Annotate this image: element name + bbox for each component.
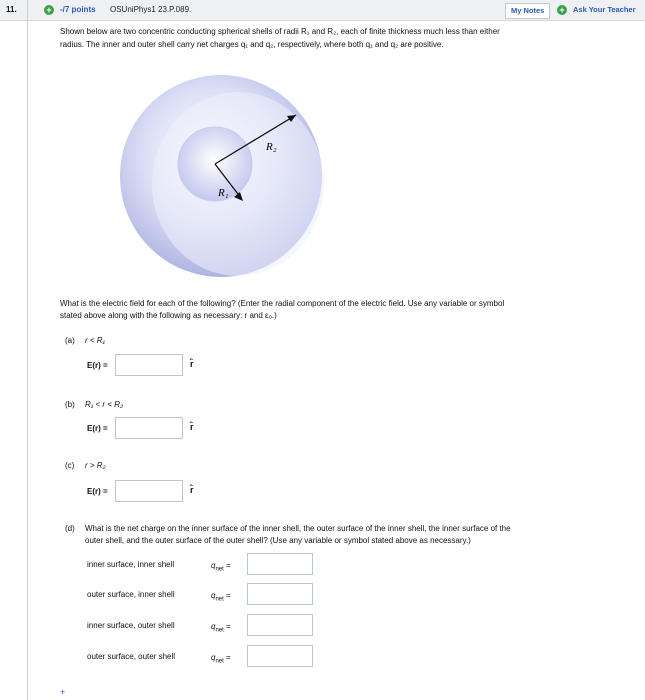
intro-line-2: radius. The inner and outer shell carry net charges q₁ and q₂, respectively, where both q₁ and q₂ are positive. xyxy=(60,40,444,49)
part-c-field-label: E(r) = xyxy=(87,487,108,496)
row-1-surface-label: inner surface, inner shell xyxy=(87,560,175,569)
part-a-label: (a) xyxy=(65,336,75,345)
points-label: -/7 points xyxy=(60,5,96,14)
ask-teacher-plus-icon[interactable]: + xyxy=(557,5,567,15)
part-b-field-label: E(r) = xyxy=(87,424,108,433)
problem-source: OSUniPhys1 23.P.089. xyxy=(110,5,192,14)
question-number: 11. xyxy=(6,5,17,14)
inner-radius-label: R₁ xyxy=(218,187,229,199)
part-a-unit-vector: r̂ xyxy=(190,359,194,369)
outer-radius-label: R₂ xyxy=(266,141,277,153)
ask-teacher-button[interactable]: Ask Your Teacher xyxy=(573,5,636,14)
row-4-q-symbol: $q_{net}$ = xyxy=(211,653,231,665)
instructions-line-1: What is the electric field for each of the following? (Enter the radial component of the electric field. Use any variable or symbol xyxy=(60,299,505,308)
concentric-shells-figure xyxy=(110,58,340,293)
row-4-surface-label: outer surface, outer shell xyxy=(87,652,176,661)
row-1-answer-input[interactable] xyxy=(247,553,313,575)
row-2-answer-input[interactable] xyxy=(247,583,313,605)
row-3-surface-label: inner surface, outer shell xyxy=(87,621,175,630)
row-3-q-symbol: $q_{net}$ = xyxy=(211,622,231,634)
row-2-q-symbol: $q_{net}$ = xyxy=(211,591,231,603)
part-c-label: (c) xyxy=(65,461,75,470)
status-plus-icon[interactable]: + xyxy=(44,5,54,15)
part-c-answer-input[interactable] xyxy=(115,480,183,502)
part-b-label: (b) xyxy=(65,400,75,409)
part-c-unit-vector: r̂ xyxy=(190,485,194,495)
row-4-answer-input[interactable] xyxy=(247,645,313,667)
intro-line-1: Shown below are two concentric conducting spherical shells of radii R₁ and R₂, each of finite thickness much less than either xyxy=(60,27,500,36)
part-a-condition: r < R₁ xyxy=(85,336,106,345)
part-d-question-line-2: outer shell, and the outer surface of the outer shell? (Use any variable or symbol stated above as necessary.) xyxy=(85,536,471,545)
row-2-surface-label: outer surface, inner shell xyxy=(87,590,175,599)
row-1-q-symbol: $q_{net}$ = xyxy=(211,561,231,573)
my-notes-button[interactable]: My Notes xyxy=(505,3,550,19)
part-b-condition: R₁ < r < R₂ xyxy=(85,400,124,409)
part-d-label: (d) xyxy=(65,524,75,533)
part-b-answer-input[interactable] xyxy=(115,417,183,439)
expand-plus-icon[interactable]: + xyxy=(60,687,66,697)
part-a-field-label: E(r) = xyxy=(87,361,108,370)
row-3-answer-input[interactable] xyxy=(247,614,313,636)
part-a-answer-input[interactable] xyxy=(115,354,183,376)
part-c-condition: r > R₂ xyxy=(85,461,106,470)
instructions-line-2: stated above along with the following as necessary: r and ε₀.) xyxy=(60,311,277,320)
part-b-unit-vector: r̂ xyxy=(190,422,194,432)
part-d-question-line-1: What is the net charge on the inner surface of the inner shell, the outer surface of the inner shell, the inner surface of the xyxy=(85,524,511,533)
